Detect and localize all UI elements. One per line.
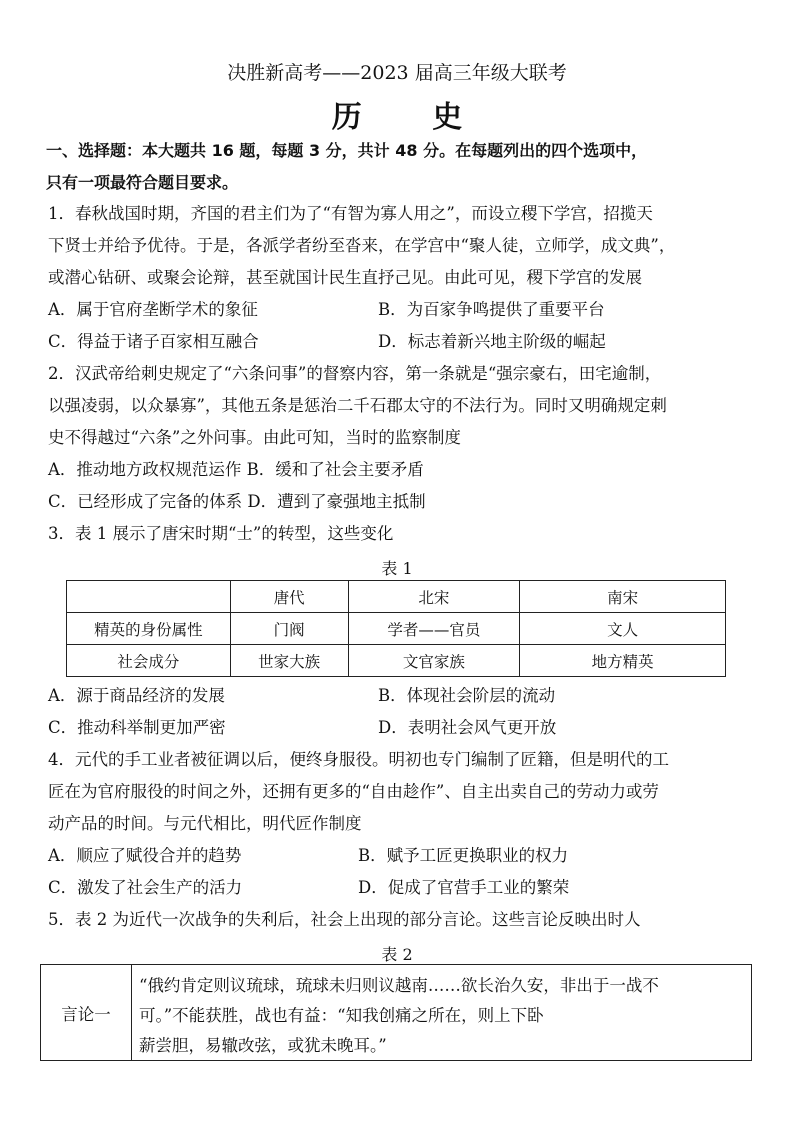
q2-stem-line-3: 史不得越过“六条”之外问事。由此可知，当时的监察制度 bbox=[48, 428, 461, 447]
q4-stem-line-3: 动产品的时间。与元代相比，明代匠作制度 bbox=[48, 814, 362, 833]
q1-stem-line-3: 或潜心钻研、或聚会论辩，甚至就国计民生直抒己见。由此可见，稷下学宫的发展 bbox=[48, 268, 642, 287]
q1-stem-line-1: 1．春秋战国时期，齐国的君主们为了“有智为寡人用之”，而设立稷下学宫，招揽天 bbox=[48, 204, 653, 223]
table-header-cell: 北宋 bbox=[348, 581, 520, 613]
q4-option-b: B．赋予工匠更换职业的权力 bbox=[358, 846, 569, 865]
table-header-cell bbox=[67, 581, 231, 613]
table-cell: 地方精英 bbox=[520, 645, 726, 677]
table-row bbox=[67, 613, 726, 645]
q3-option-c: C．推动科举制更加严密 bbox=[48, 718, 226, 737]
table2-line: “俄约肯定则议琉球，琉球未归则议越南……欲长治久安，非出于一战不 bbox=[139, 976, 659, 995]
table2-line: 可。”不能获胜，战也有益：“知我创痛之所在，则上下卧 bbox=[139, 1006, 544, 1025]
table2-caption: 表 2 bbox=[381, 945, 413, 964]
table-cell: 门阀 bbox=[230, 613, 348, 645]
q4-stem-line-1: 4．元代的手工业者被征调以后，便终身服役。明初也专门编制了匠籍，但是明代的工 bbox=[48, 750, 669, 769]
table2-row-label: 言论一 bbox=[41, 965, 132, 1060]
q1-stem-line-2: 下贤士并给予优待。于是，各派学者纷至沓来，在学宫中“聚人徒，立师学，成文典”， bbox=[48, 236, 676, 255]
table-cell: 世家大族 bbox=[230, 645, 348, 677]
q4-option-a: A．顺应了赋役合并的趋势 bbox=[48, 846, 242, 865]
table-header-row bbox=[67, 581, 726, 613]
q3-option-d: D．表明社会风气更开放 bbox=[378, 718, 557, 737]
exam-title: 决胜新高考——2023 届高三年级大联考 bbox=[227, 62, 567, 84]
table2-row-content bbox=[139, 971, 745, 1061]
subject-heading: 历 史 bbox=[331, 100, 493, 135]
q2-stem-line-1: 2．汉武帝给刺史规定了“六条问事”的督察内容，第一条就是“强宗豪右，田宅逾制， bbox=[48, 364, 662, 383]
table-row bbox=[67, 645, 726, 677]
q1-option-c: C．得益于诸子百家相互融合 bbox=[48, 332, 259, 351]
table-cell: 文官家族 bbox=[348, 645, 520, 677]
table-2 bbox=[40, 964, 752, 1061]
q1-option-a: A．属于官府垄断学术的象征 bbox=[48, 300, 258, 319]
table1-caption: 表 1 bbox=[381, 559, 413, 578]
q2-options-ab: A．推动地方政权规范运作 B．缓和了社会主要矛盾 bbox=[48, 460, 424, 479]
table-1 bbox=[66, 580, 726, 677]
q1-option-d: D．标志着新兴地主阶级的崛起 bbox=[378, 332, 606, 351]
table-header-cell: 唐代 bbox=[230, 581, 348, 613]
q4-option-c: C．激发了社会生产的活力 bbox=[48, 878, 243, 897]
table-cell: 文人 bbox=[520, 613, 726, 645]
section-instruction-line-1: 一、选择题：本大题共 16 题，每题 3 分，共计 48 分。在每题列出的四个选项中， bbox=[46, 141, 648, 160]
q2-options-cd: C．已经形成了完备的体系 D．遭到了豪强地主抵制 bbox=[48, 492, 426, 511]
table-cell: 精英的身份属性 bbox=[67, 613, 231, 645]
table-cell: 学者——官员 bbox=[348, 613, 520, 645]
table-header-cell: 南宋 bbox=[520, 581, 726, 613]
q2-stem-line-2: 以强凌弱，以众暴寡”，其他五条是惩治二千石郡太守的不法行为。同时又明确规定刺 bbox=[48, 396, 667, 415]
q5-stem: 5．表 2 为近代一次战争的失利后，社会上出现的部分言论。这些言论反映出时人 bbox=[48, 910, 641, 929]
section-instruction-line-2: 只有一项最符合题目要求。 bbox=[46, 173, 239, 192]
q3-stem: 3．表 1 展示了唐宋时期“士”的转型，这些变化 bbox=[48, 524, 394, 543]
q3-option-b: B．体现社会阶层的流动 bbox=[378, 686, 556, 705]
q4-stem-line-2: 匠在为官府服役的时间之外，还拥有更多的“自由趁作”、自主出卖自己的劳动力或劳 bbox=[48, 782, 659, 801]
q4-option-d: D．促成了官营手工业的繁荣 bbox=[358, 878, 570, 897]
table-cell: 社会成分 bbox=[67, 645, 231, 677]
table2-line: 薪尝胆，易辙改弦，或犹未晚耳。” bbox=[139, 1036, 387, 1055]
q1-option-b: B．为百家争鸣提供了重要平台 bbox=[378, 300, 605, 319]
q3-option-a: A．源于商品经济的发展 bbox=[48, 686, 225, 705]
